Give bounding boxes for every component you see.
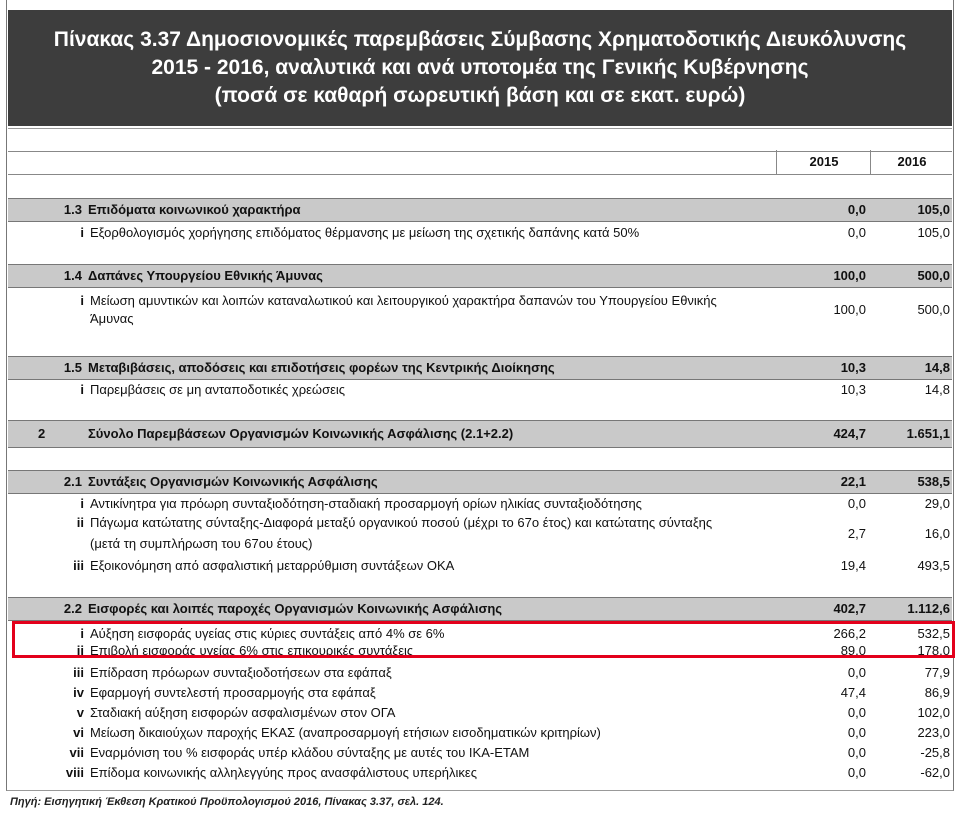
row-number: i <box>80 382 84 397</box>
table-row-section <box>8 356 952 380</box>
table-row-section <box>8 264 952 288</box>
row-label: Επίδραση πρόωρων συνταξιοδοτήσεων στα εφάπαξ <box>90 665 392 680</box>
value-2015: 0,0 <box>847 496 866 511</box>
value-2016: 102,0 <box>917 705 950 720</box>
row-number: iii <box>73 665 84 680</box>
value-2015: 0,0 <box>847 725 866 740</box>
highlight-box <box>12 621 955 658</box>
value-2015: 100,0 <box>833 268 866 283</box>
row-number: 1.3 <box>63 202 82 217</box>
value-2015: 19,4 <box>840 558 866 573</box>
row-label: Παρεμβάσεις σε μη ανταποδοτικές χρεώσεις <box>90 382 346 397</box>
value-2016: 14,8 <box>924 382 950 397</box>
value-2016: 223,0 <box>917 725 950 740</box>
row-number: 2.1 <box>63 474 82 489</box>
row-number: i <box>80 496 84 511</box>
row-label: Μείωση δικαιούχων παροχής ΕΚΑΣ (αναπροσαρμογή ετήσιων εισοδηματικών κριτηρίων) <box>90 725 601 740</box>
table-row-section <box>8 198 952 222</box>
value-2016: 178,0 <box>917 643 950 658</box>
spacer-strip <box>8 128 952 152</box>
value-2016: 105,0 <box>917 225 950 240</box>
row-number: vi <box>73 725 84 740</box>
value-2016: 77,9 <box>924 665 950 680</box>
row-label-continuation: (μετά τη συμπλήρωση του 67ου έτους) <box>90 536 313 551</box>
row-number: viii <box>65 765 84 780</box>
row-label: Πάγωμα κατώτατης σύνταξης-Διαφορά μεταξύ οργανικού ποσού (μέχρι το 67ο έτος) και κατώτατης σύνταξης <box>90 515 713 530</box>
value-2015: 89,0 <box>840 643 866 658</box>
row-label: Επιβολή εισφοράς υγείας 6% στις επικουρικές συντάξεις <box>90 643 414 658</box>
value-2016: 500,0 <box>917 268 950 283</box>
row-label: Αντικίνητρα για πρόωρη συνταξιοδότηση-σταδιακή προσαρμογή ορίων ηλικίας συνταξιοδότησης <box>90 496 642 511</box>
value-2015: 266,2 <box>833 626 866 641</box>
value-2015: 0,0 <box>847 665 866 680</box>
row-number: 2 <box>38 426 46 441</box>
value-2015: 22,1 <box>840 474 866 489</box>
value-2016: 1.651,1 <box>906 426 950 441</box>
row-number: 1.5 <box>63 360 82 375</box>
row-label: Εφαρμογή συντελεστή προσαρμογής στα εφάπαξ <box>90 685 376 700</box>
value-2016: 538,5 <box>917 474 950 489</box>
title-line-1: Πίνακας 3.37 Δημοσιονομικές παρεμβάσεις Σύμβασης Χρηματοδοτικής Διευκόλυνσης <box>53 28 907 51</box>
value-2015: 100,0 <box>833 302 866 317</box>
table-row-section <box>8 470 952 494</box>
column-header <box>8 150 952 175</box>
row-number: iv <box>73 685 84 700</box>
row-number: 1.4 <box>63 268 82 283</box>
row-label: Συντάξεις Οργανισμών Κοινωνικής Ασφάλισης <box>88 474 378 489</box>
value-2015: 0,0 <box>847 765 866 780</box>
row-label-continuation: Άμυνας <box>90 311 134 326</box>
value-2016: 16,0 <box>924 526 950 541</box>
row-label: Επιδόματα κοινωνικού χαρακτήρα <box>88 202 301 217</box>
value-2015: 10,3 <box>840 360 866 375</box>
row-number: i <box>80 293 84 308</box>
value-2015: 47,4 <box>840 685 866 700</box>
title-line-2: 2015 - 2016, αναλυτικά και ανά υποτομέα της Γενικής Κυβέρνησης <box>151 56 809 79</box>
table-title <box>8 10 952 126</box>
row-label: Σύνολο Παρεμβάσεων Οργανισμών Κοινωνικής Ασφάλισης (2.1+2.2) <box>88 426 514 441</box>
row-number: ii <box>76 515 84 530</box>
title-line-3: (ποσά σε καθαρή σωρευτική βάση και σε εκατ. ευρώ) <box>214 84 746 107</box>
row-number: i <box>80 225 84 240</box>
header-2015: 2015 <box>776 150 871 174</box>
row-label: Αύξηση εισφοράς υγείας στις κύριες συντάξεις από 4% σε 6% <box>90 626 445 641</box>
row-label: Εξοικονόμηση από ασφαλιστική μεταρρύθμιση συντάξεων ΟΚΑ <box>90 558 455 573</box>
row-number: 2.2 <box>63 601 82 616</box>
row-label: Εισφορές και λοιπές παροχές Οργανισμών Κοινωνικής Ασφάλισης <box>88 601 503 616</box>
value-2016: 1.112,6 <box>907 601 950 616</box>
row-label: Εξορθολογισμός χορήγησης επιδόματος θέρμανσης με μείωση της σχετικής δαπάνης κατά 50% <box>90 225 640 240</box>
row-label: Σταδιακή αύξηση εισφορών ασφαλισμένων στον ΟΓΑ <box>90 705 396 720</box>
value-2016: 105,0 <box>917 202 950 217</box>
row-label: Μείωση αμυντικών και λοιπών καταναλωτικού και λειτουργικού χαρακτήρα δαπανών του Υπουργείου Εθνικής <box>90 293 717 308</box>
value-2015: 0,0 <box>847 705 866 720</box>
value-2016: -25,8 <box>920 745 950 760</box>
row-number: vii <box>69 745 84 760</box>
value-2016: 493,5 <box>917 558 950 573</box>
value-2015: 424,7 <box>833 426 866 441</box>
value-2015: 0,0 <box>847 225 866 240</box>
value-2015: 2,7 <box>847 526 866 541</box>
value-2016: 14,8 <box>924 360 950 375</box>
header-2016: 2016 <box>870 150 953 174</box>
row-number: i <box>80 626 84 641</box>
value-2016: 500,0 <box>917 302 950 317</box>
value-2015: 10,3 <box>840 382 866 397</box>
row-number: v <box>76 705 84 720</box>
value-2016: 29,0 <box>924 496 950 511</box>
row-label: Επίδομα κοινωνικής αλληλεγγύης προς ανασφάλιστους υπερήλικες <box>90 765 477 780</box>
value-2015: 402,7 <box>833 601 866 616</box>
table-row-section <box>8 597 952 621</box>
row-label: Εναρμόνιση του % εισφοράς υπέρ κλάδου σύνταξης με αυτές του ΙΚΑ-ΕΤΑΜ <box>90 745 530 760</box>
value-2016: 532,5 <box>917 626 950 641</box>
value-2016: 86,9 <box>924 685 950 700</box>
value-2015: 0,0 <box>847 745 866 760</box>
row-label: Δαπάνες Υπουργείου Εθνικής Άμυνας <box>88 268 323 283</box>
row-number: ii <box>76 643 84 658</box>
row-label: Μεταβιβάσεις, αποδόσεις και επιδοτήσεις φορέων της Κεντρικής Διοίκησης <box>88 360 555 375</box>
table-row-total <box>8 420 952 448</box>
value-2016: -62,0 <box>920 765 950 780</box>
source-note: Πηγή: Εισηγητική Έκθεση Κρατικού Προϋπολογισμού 2016, Πίνακας 3.37, σελ. 124. <box>10 796 444 808</box>
value-2015: 0,0 <box>847 202 866 217</box>
row-number: iii <box>73 558 84 573</box>
